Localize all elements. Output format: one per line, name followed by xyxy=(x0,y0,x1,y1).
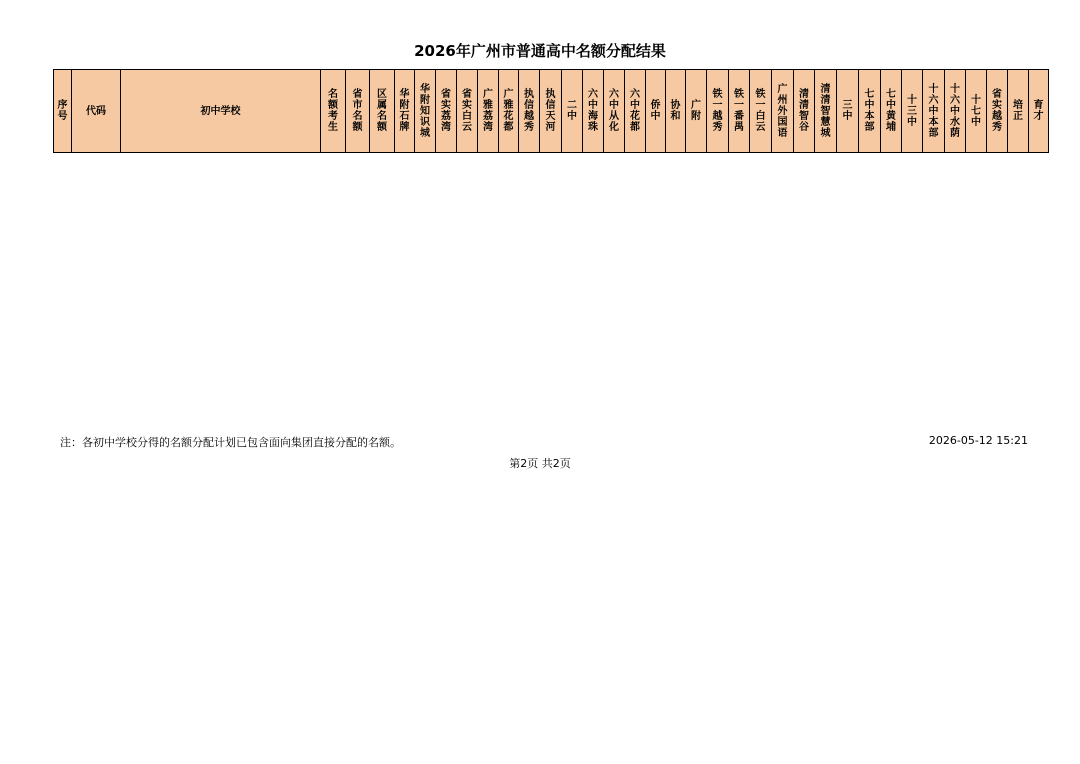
allocation-table-wrapper xyxy=(53,69,1049,153)
column-header: 十三中 xyxy=(902,70,923,153)
allocation-table xyxy=(53,69,1049,153)
column-header: 广附 xyxy=(686,70,707,153)
column-header: 初中学校 xyxy=(121,70,321,153)
column-header: 华附知识城 xyxy=(415,70,436,153)
column-header: 二中 xyxy=(562,70,583,153)
column-header: 六中花都 xyxy=(625,70,646,153)
column-header: 华附石牌 xyxy=(395,70,415,153)
page-title: 2026年广州市普通高中名额分配结果 xyxy=(414,42,666,60)
column-header: 省实荔湾 xyxy=(436,70,457,153)
column-header: 铁一白云 xyxy=(750,70,772,153)
column-header: 十六中本部 xyxy=(923,70,945,153)
column-header: 省实白云 xyxy=(457,70,478,153)
column-header: 侨中 xyxy=(646,70,666,153)
column-header: 区属名额 xyxy=(370,70,395,153)
column-header: 育才 xyxy=(1029,70,1049,153)
column-header: 广雅花都 xyxy=(499,70,519,153)
column-header: 协和 xyxy=(666,70,686,153)
column-header: 三中 xyxy=(837,70,859,153)
column-header: 铁一番禺 xyxy=(729,70,750,153)
column-header: 清清智慧城 xyxy=(815,70,837,153)
column-header: 铁一越秀 xyxy=(707,70,729,153)
column-header: 广雅荔湾 xyxy=(478,70,499,153)
column-header: 省实越秀 xyxy=(987,70,1008,153)
footnote: 注：各初中学校分得的名额分配计划已包含面向集团直接分配的名额。 xyxy=(60,436,401,449)
table-header-row xyxy=(54,70,1049,153)
column-header: 清清智谷 xyxy=(794,70,815,153)
column-header: 培正 xyxy=(1008,70,1029,153)
column-header: 十六中水荫 xyxy=(945,70,966,153)
column-header: 六中从化 xyxy=(604,70,625,153)
column-header: 代码 xyxy=(72,70,121,153)
column-header: 广州外国语 xyxy=(772,70,794,153)
column-header: 执信越秀 xyxy=(519,70,540,153)
column-header: 执信天河 xyxy=(540,70,562,153)
column-header: 七中本部 xyxy=(859,70,881,153)
page-number: 第2页 共2页 xyxy=(509,457,571,470)
column-header: 名额考生 xyxy=(321,70,346,153)
column-header: 七中黄埔 xyxy=(881,70,902,153)
column-header: 六中海珠 xyxy=(583,70,604,153)
timestamp: 2026-05-12 15:21 xyxy=(928,434,1028,447)
column-header: 十七中 xyxy=(966,70,987,153)
column-header: 省市名额 xyxy=(346,70,370,153)
column-header: 序号 xyxy=(54,70,72,153)
